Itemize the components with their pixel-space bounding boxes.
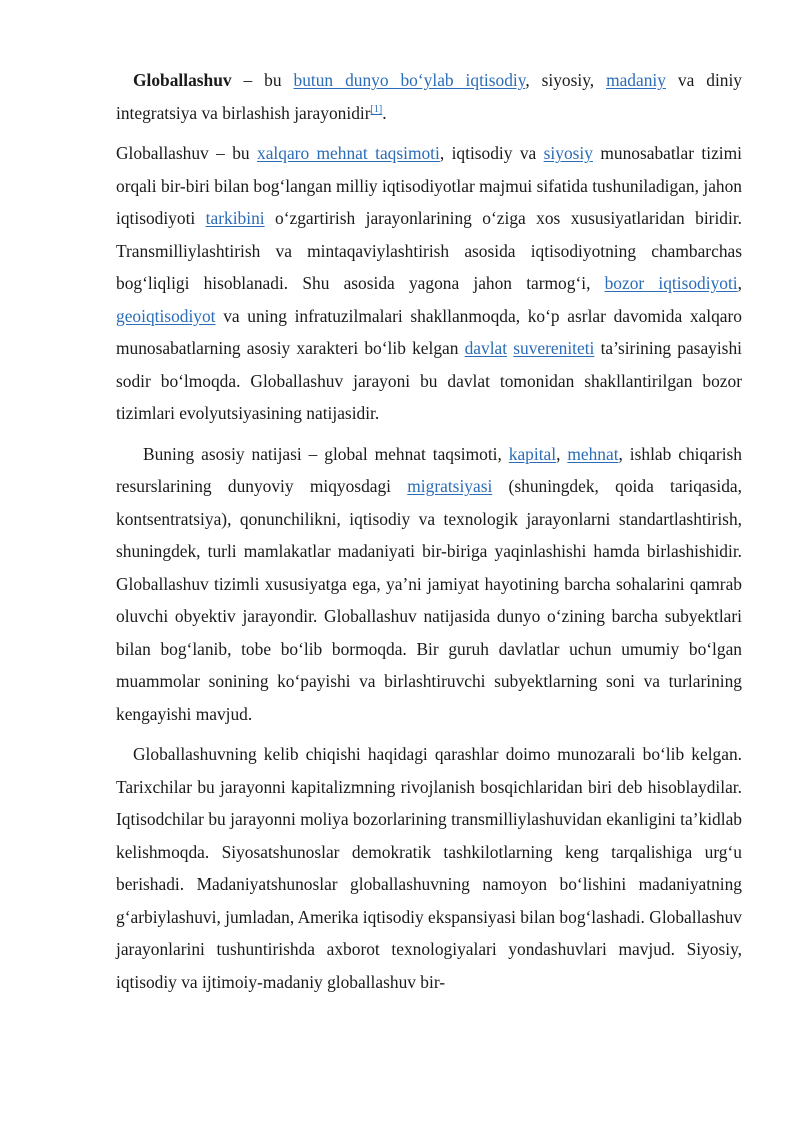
text-run: Globallashuvning kelib chiqishi haqidagi qarashlar doimo munozarali bo‘lib kelgan. Tarixchilar bu jarayonni kapitalizmning rivojlanish bosqichlaridan biri deb hisoblaydilar. Iqtisodchilar bu jarayonni moliya bozorlarining transmilliylashuvidan ekanligini ta’kidlab kelishmoqda. Siyosatshunoslar demokratik tashkilotlarning keng tarqalishiga urg‘u berishadi. Madaniyatshunoslar globallashuvning namoyon bo‘lishini madaniyatning g‘arbiylashuvi, jumladan, Amerika iqtisodiy ekspansiyasi bilan bog‘lashadi. Globallashuv jarayonlarini tushuntirishda axborot texnologiyalari yondashuvlari mavjud. Siyosiy, iqtisodiy va ijtimoiy-madaniy globallashuv bir- [116,744,742,992]
text-run: o‘zgartirish jarayonlarining o‘ziga xos xususiyatlaridan biridir. Transmilliylashtirish va mintaqaviylashtirish asosida iqtisodiyotning chambarchas bog‘liqligi hisoblanadi. Shu asosida yagona jahon tarmog‘i, [116,208,742,293]
text-run: , siyosiy, [525,70,607,90]
inline-link[interactable]: bozor iqtisodiyoti [604,273,738,293]
text-run: , iqtisodiy va [439,143,544,163]
inline-link[interactable]: suvereniteti [513,338,595,358]
paragraph-origins [116,738,742,998]
text-run: va uning infratuzilmalari shakllanmoqda, ko‘p asrlar davomida xalqaro munosabatlarning asosiy xarakteri bo‘lib kelgan [116,305,742,358]
text-run: – bu [231,70,294,90]
paragraph-definition [116,64,742,129]
text-run: (shuningdek, qoida tariqasida, kontsentratsiya), qonunchilikni, iqtisodiy va texnologik jarayonlarni standartlashtirish, shuningdek, turli mamlakatlar madaniyati bir-biriga yaqinlashishi hamda birlashishidir. Globallashuv tizimli xususiyatga ega, ya’ni jamiyat hayotining barcha sohalarini qamrab oluvchi obyektiv jarayondir. Globallashuv natijasida dunyo o‘zining barcha subyektlari bilan bog‘lanib, tobe bo‘lib bormoqda. Bir guruh davlatlar uchun umumiy bo‘lgan muammolar sonining ko‘payishi va birlashtiruvchi subyektlarning soni va turlarining kengayishi mavjud. [116,476,742,724]
text-run: Buning asosiy natijasi – global mehnat taqsimoti, [143,443,509,464]
inline-link[interactable]: kapital [508,443,557,464]
text-run: , ishlab chiqarish resurslarining dunyoviy miqyosdagi [116,443,742,496]
document-page [116,64,742,1006]
footnote-reference[interactable]: [1] [370,103,383,115]
inline-link[interactable]: tarkibini [205,208,265,228]
inline-link[interactable]: migratsiyasi [407,476,493,496]
text-run: , [556,443,568,464]
inline-link[interactable]: xalqaro mehnat taqsimoti [257,143,440,163]
inline-link[interactable]: geoiqtisodiyot [116,305,216,326]
inline-link[interactable]: butun dunyo bo‘ylab iqtisodiy [293,70,526,90]
text-run: , [737,273,742,293]
inline-link[interactable]: davlat [464,338,508,358]
inline-link[interactable]: madaniy [606,70,666,90]
inline-link[interactable]: mehnat [567,443,619,464]
text-run: . [382,102,387,123]
inline-link[interactable]: siyosiy [543,143,593,163]
text-run: Globallashuv – bu [116,143,257,163]
paragraph-main-result [116,438,742,731]
paragraph-economic-definition [116,137,742,430]
text-run: ta’sirining pasayishi sodir bo‘lmoqda. Globallashuv jarayoni bu davlat tomonidan shakllantirilgan bozor tizimlari evolyutsiyasining natijasidir. [116,338,742,423]
bold-term: Globallashuv [133,70,232,90]
text-run: va diniy integratsiya va birlashish jarayonidir [116,70,743,123]
text-run: munosabatlar tizimi orqali bir-biri bilan bog‘langan milliy iqtisodiyotlar majmui sifatida tushuniladigan, jahon iqtisodiyoti [116,143,742,228]
